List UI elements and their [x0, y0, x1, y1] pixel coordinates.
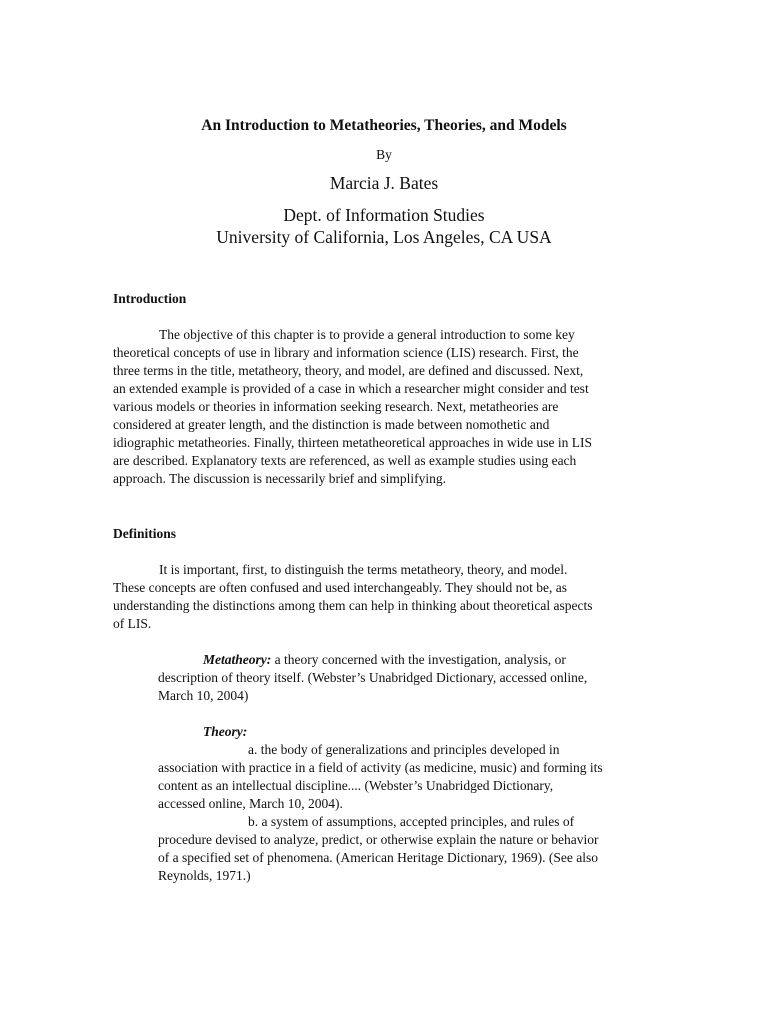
author-name: Marcia J. Bates — [329, 173, 439, 193]
paragraph-line: idiographic metatheories. Finally, thirteen metatheoretical approaches in wide use in LIS — [113, 435, 592, 450]
definition-line: content as an intellectual discipline.... (Webster’s Unabridged Dictionary, — [158, 778, 554, 793]
definition-line: March 10, 2004) — [158, 688, 249, 703]
paragraph-line: understanding the distinctions among them can help in thinking about theoretical aspects — [113, 598, 593, 613]
institution: University of California, Los Angeles, CA USA — [216, 227, 552, 247]
definitions-heading: Definitions — [113, 526, 177, 541]
byline: By — [376, 147, 392, 162]
theory-definition — [158, 723, 658, 885]
theory-term: Theory: — [203, 724, 248, 739]
paragraph-line: The objective of this chapter is to provide a general introduction to some key — [159, 327, 575, 342]
document-title: An Introduction to Metatheories, Theories, and Models — [201, 117, 567, 134]
definition-line: b. a system of assumptions, accepted principles, and rules of — [248, 814, 575, 829]
introduction-paragraph — [113, 326, 665, 488]
paragraph-line: are described. Explanatory texts are referenced, as well as example studies using each — [113, 453, 577, 468]
definition-line: description of theory itself. (Webster’s Unabridged Dictionary, accessed online, — [158, 670, 588, 685]
definition-line: a. the body of generalizations and principles developed in — [248, 742, 560, 757]
paragraph-line: theoretical concepts of use in library and information science (LIS) research. First, the — [113, 345, 579, 360]
paragraph-line: approach. The discussion is necessarily brief and simplifying. — [113, 471, 447, 486]
paragraph-line: These concepts are often confused and used interchangeably. They should not be, as — [113, 580, 567, 595]
metatheory-term: Metatheory: — [203, 652, 272, 667]
introduction-heading: Introduction — [113, 291, 187, 306]
paragraph-line: various models or theories in information seeking research. Next, metatheories are — [113, 399, 559, 414]
definition-line: accessed online, March 10, 2004). — [158, 796, 343, 811]
definition-text: a theory concerned with the investigation, analysis, or — [271, 652, 566, 667]
definitions-paragraph — [113, 561, 665, 633]
paragraph-line: an extended example is provided of a case in which a researcher might consider and test — [113, 381, 589, 396]
metatheory-definition — [158, 651, 658, 705]
definition-line: procedure devised to analyze, predict, or otherwise explain the nature or behavior — [158, 832, 599, 847]
paragraph-line: It is important, first, to distinguish the terms metatheory, theory, and model. — [159, 562, 568, 577]
definition-line: association with practice in a field of activity (as medicine, music) and forming its — [158, 760, 603, 775]
paragraph-line: three terms in the title, metatheory, theory, and model, are defined and discussed. Next, — [113, 363, 584, 378]
department: Dept. of Information Studies — [283, 205, 485, 225]
paragraph-line: considered at greater length, and the distinction is made between nomothetic and — [113, 417, 550, 432]
definition-line: Reynolds, 1971.) — [158, 868, 251, 883]
paragraph-line: of LIS. — [113, 616, 152, 631]
affiliation — [0, 204, 768, 248]
definition-line: of a specified set of phenomena. (American Heritage Dictionary, 1969). (See also — [158, 850, 598, 865]
